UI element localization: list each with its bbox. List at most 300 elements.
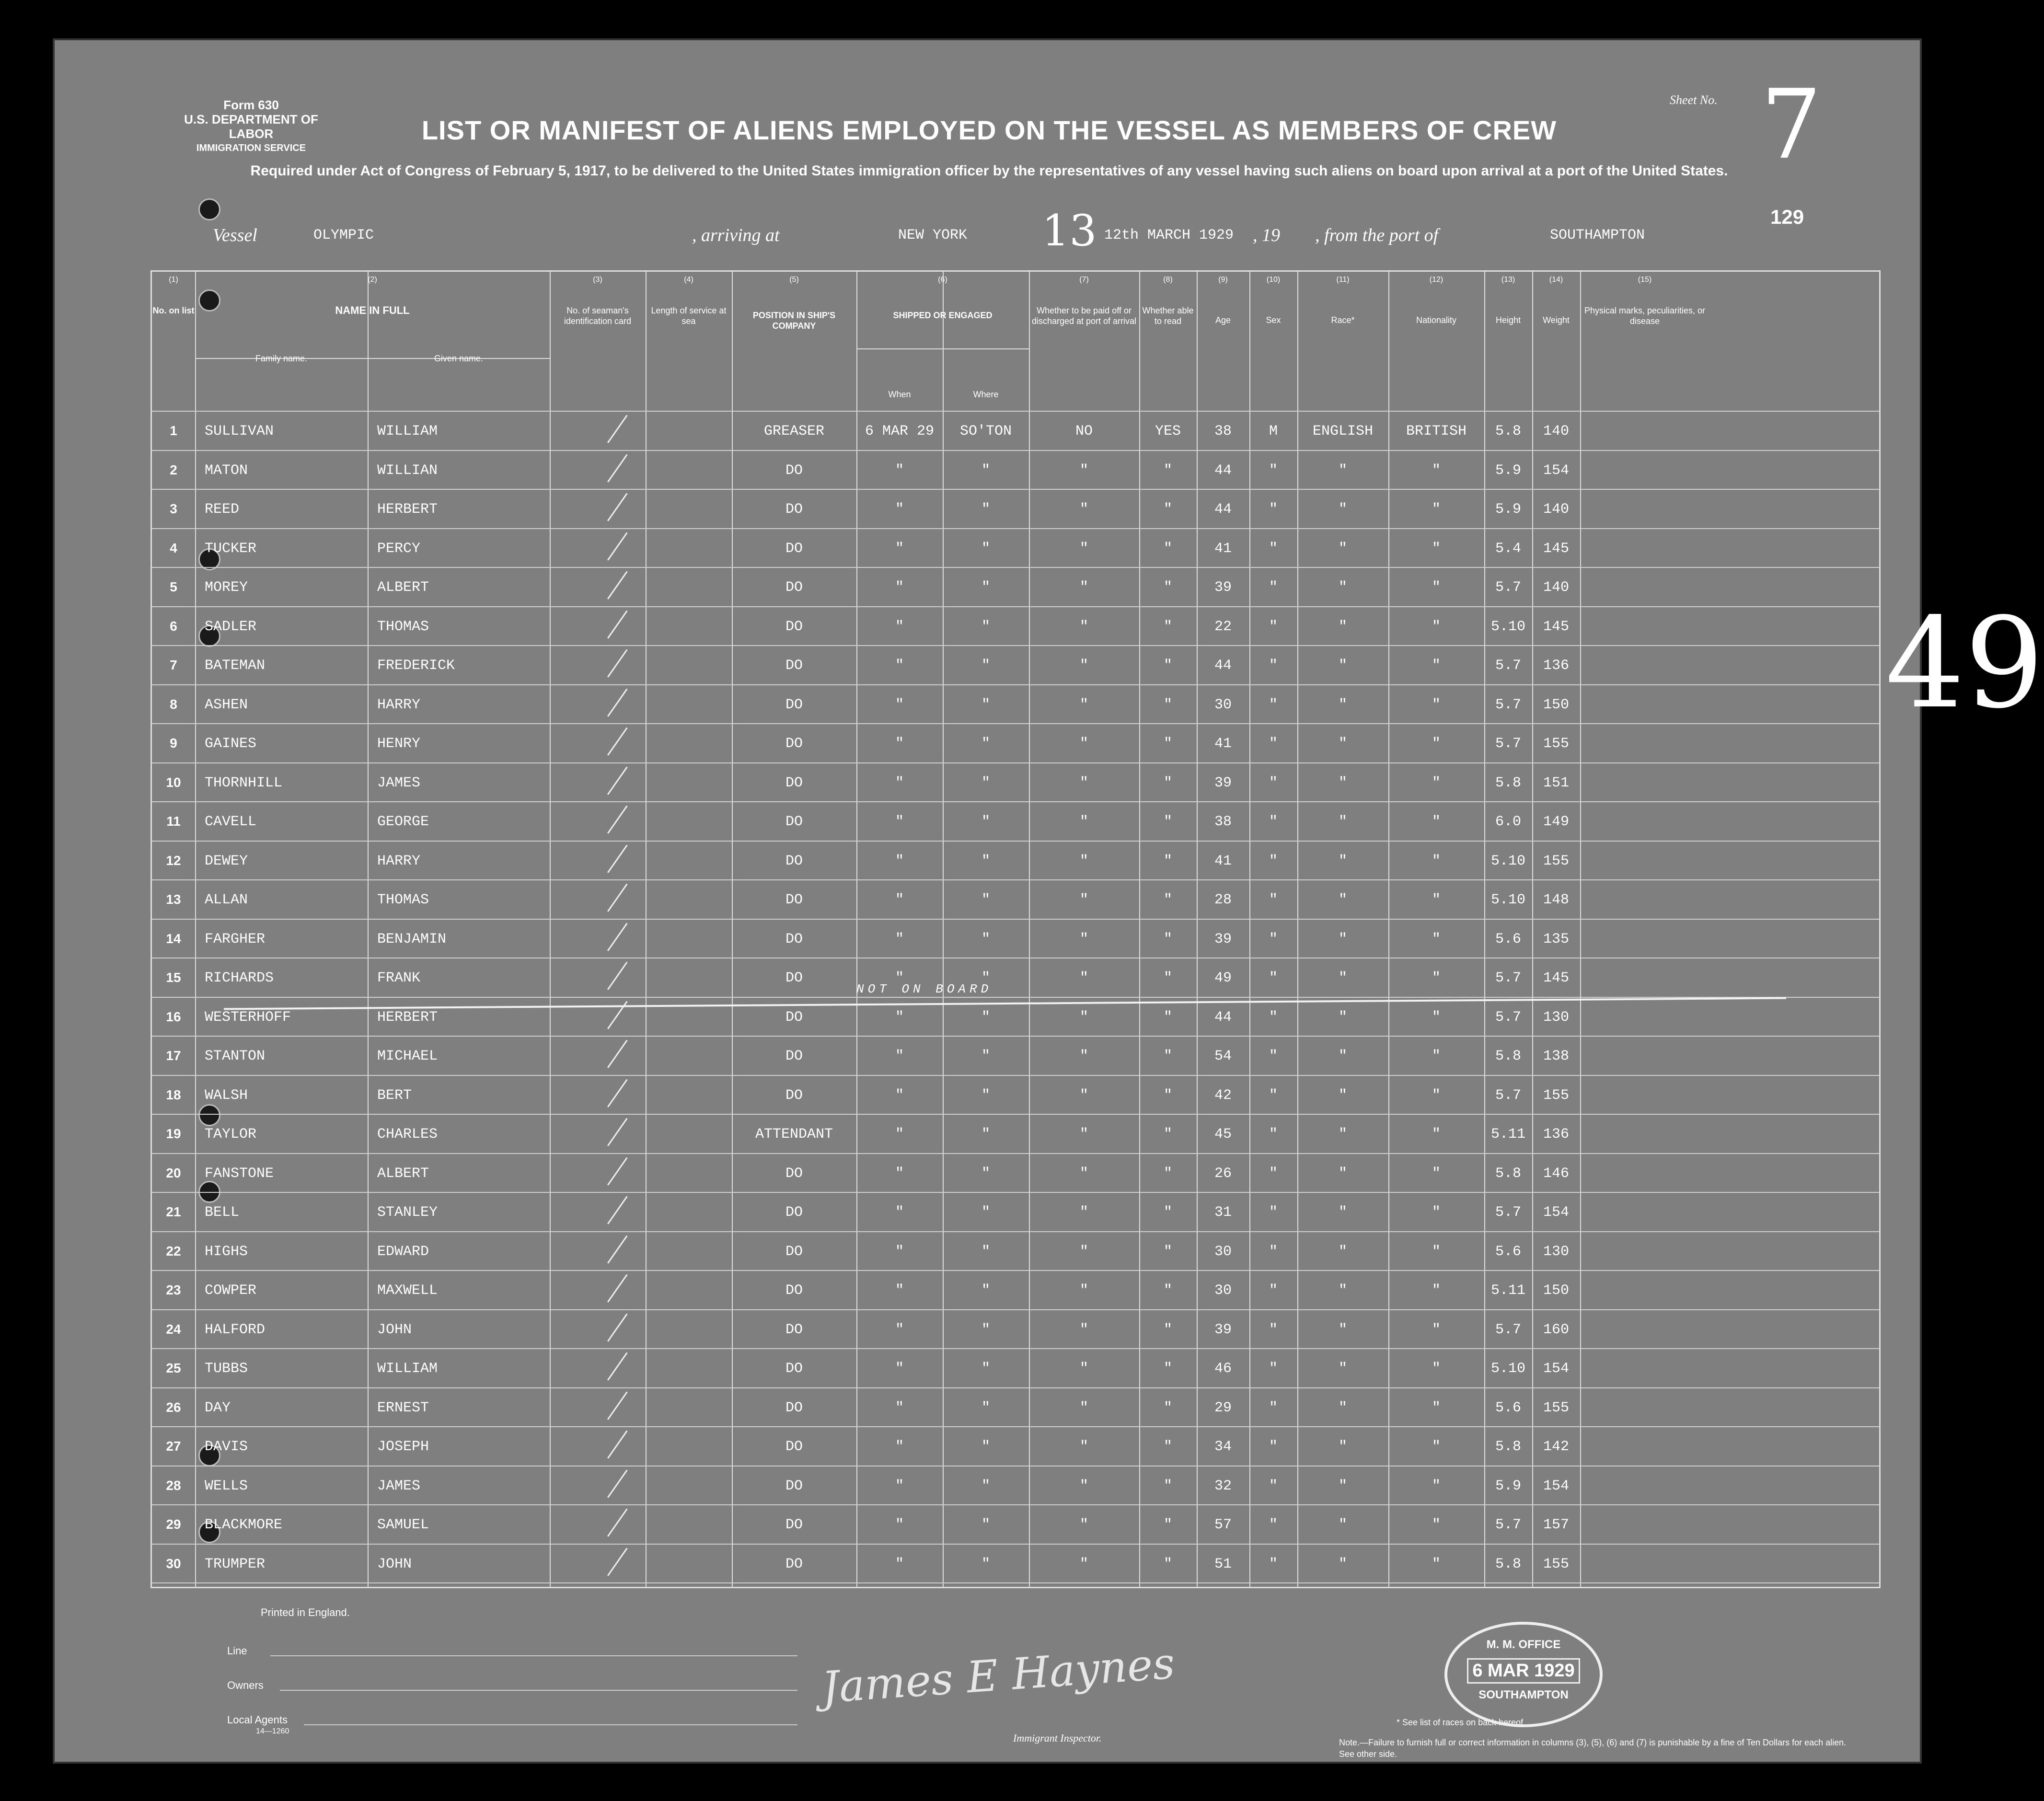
col-service-header: Length of service at sea bbox=[651, 306, 727, 326]
race-cell: " bbox=[1338, 1399, 1347, 1416]
race-cell: " bbox=[1338, 658, 1347, 674]
col-idcard-header: No. of seaman's identification card bbox=[564, 306, 632, 326]
family-name-cell: DEWEY bbox=[205, 853, 248, 869]
row-number-cell: 26 bbox=[166, 1399, 181, 1415]
shipped-where-cell: " bbox=[981, 1165, 990, 1182]
owners-field bbox=[280, 1690, 797, 1691]
check-mark bbox=[607, 649, 628, 678]
shipped-when-cell: " bbox=[895, 1439, 904, 1455]
position-cell: DO bbox=[785, 1517, 803, 1533]
age-cell: 32 bbox=[1214, 1478, 1232, 1494]
agents-label: Local Agents bbox=[227, 1714, 288, 1726]
shipped-where-cell: " bbox=[981, 501, 990, 518]
nationality-cell: " bbox=[1432, 1478, 1441, 1494]
shipped-where-cell: " bbox=[981, 1321, 990, 1338]
given-name-cell: JOSEPH bbox=[377, 1439, 429, 1455]
nationality-cell: " bbox=[1432, 1126, 1441, 1143]
shipped-when-cell: " bbox=[895, 618, 904, 635]
shipped-when-cell: " bbox=[895, 892, 904, 908]
age-cell: 39 bbox=[1214, 1321, 1232, 1338]
check-mark bbox=[607, 571, 628, 600]
given-name-cell: WILLIAM bbox=[377, 1361, 438, 1377]
nationality-cell: " bbox=[1432, 1165, 1441, 1182]
race-cell: " bbox=[1338, 618, 1347, 635]
able-to-read-cell: " bbox=[1163, 1517, 1172, 1533]
family-name-cell: TUCKER bbox=[205, 540, 257, 557]
family-name-cell: GAINES bbox=[205, 736, 257, 752]
shipped-when-cell: 6 MAR 29 bbox=[865, 423, 935, 439]
row-number-cell: 9 bbox=[170, 736, 177, 750]
shipped-where-cell: " bbox=[981, 1361, 990, 1377]
agents-code: 14—1260 bbox=[256, 1727, 289, 1735]
paid-off-cell: " bbox=[1079, 853, 1088, 869]
able-to-read-cell: " bbox=[1163, 1478, 1172, 1494]
col-family-header: Family name. bbox=[255, 354, 308, 363]
table-row bbox=[152, 1166, 1709, 1185]
shipped-when-cell: " bbox=[895, 696, 904, 713]
shipped-where-cell: " bbox=[981, 540, 990, 557]
age-cell: 51 bbox=[1214, 1556, 1232, 1572]
nationality-cell: " bbox=[1432, 1439, 1441, 1455]
shipped-when-cell: " bbox=[895, 540, 904, 557]
age-cell: 41 bbox=[1214, 736, 1232, 752]
check-mark bbox=[607, 727, 628, 756]
age-cell: 28 bbox=[1214, 892, 1232, 908]
sex-cell: " bbox=[1269, 1517, 1278, 1533]
sex-cell: " bbox=[1269, 814, 1278, 830]
race-cell: " bbox=[1338, 1282, 1347, 1299]
age-cell: 54 bbox=[1214, 1048, 1232, 1064]
nationality-cell: " bbox=[1432, 1009, 1441, 1026]
vessel-label: Vessel bbox=[213, 225, 257, 245]
able-to-read-cell: " bbox=[1163, 1126, 1172, 1143]
row-rule bbox=[152, 1426, 1879, 1427]
given-name-cell: THOMAS bbox=[377, 892, 429, 908]
weight-cell: 130 bbox=[1543, 1243, 1569, 1260]
given-name-cell: STANLEY bbox=[377, 1204, 438, 1221]
sex-cell: " bbox=[1269, 1009, 1278, 1026]
row-number-cell: 24 bbox=[166, 1321, 181, 1337]
able-to-read-cell: " bbox=[1163, 1321, 1172, 1338]
col-marks-header: Physical marks, peculiarities, or disease bbox=[1584, 306, 1706, 326]
row-rule bbox=[152, 801, 1879, 802]
row-rule bbox=[152, 1387, 1879, 1388]
table-row bbox=[152, 775, 1709, 794]
height-cell: 5.9 bbox=[1495, 462, 1521, 479]
age-cell: 38 bbox=[1214, 814, 1232, 830]
paid-off-cell: " bbox=[1079, 814, 1088, 830]
paid-off-cell: " bbox=[1079, 618, 1088, 635]
sex-cell: " bbox=[1269, 579, 1278, 596]
nationality-cell: " bbox=[1432, 892, 1441, 908]
check-mark bbox=[607, 1469, 628, 1498]
table-row bbox=[152, 462, 1709, 482]
row-rule bbox=[152, 489, 1879, 490]
column-number: (15) bbox=[1638, 276, 1652, 284]
row-rule bbox=[152, 567, 1879, 568]
height-cell: 5.11 bbox=[1490, 1126, 1525, 1143]
column-number: (13) bbox=[1501, 276, 1515, 284]
age-cell: 38 bbox=[1214, 423, 1232, 439]
age-cell: 39 bbox=[1214, 931, 1232, 947]
weight-cell: 151 bbox=[1543, 774, 1569, 791]
height-cell: 5.11 bbox=[1490, 1282, 1525, 1299]
sex-cell: " bbox=[1269, 501, 1278, 518]
family-name-cell: HIGHS bbox=[205, 1243, 248, 1260]
given-name-cell: WILLIAM bbox=[377, 423, 438, 439]
weight-cell: 136 bbox=[1543, 1126, 1569, 1143]
shipped-when-cell: " bbox=[895, 1243, 904, 1260]
race-cell: " bbox=[1338, 774, 1347, 791]
nationality-cell: " bbox=[1432, 1204, 1441, 1221]
height-cell: 5.10 bbox=[1490, 853, 1525, 869]
column-number: (5) bbox=[789, 276, 799, 284]
height-cell: 5.7 bbox=[1495, 736, 1521, 752]
given-name-cell: HERBERT bbox=[377, 1009, 438, 1026]
column-number: (2) bbox=[368, 276, 377, 284]
stamp-date: 6 MAR 1929 bbox=[1467, 1658, 1580, 1684]
row-rule bbox=[152, 606, 1879, 607]
from-label: , from the port of bbox=[1315, 225, 1439, 245]
height-cell: 5.4 bbox=[1495, 540, 1521, 557]
shipped-where-cell: " bbox=[981, 1048, 990, 1064]
departure-port: SOUTHAMPTON bbox=[1550, 227, 1645, 243]
nationality-cell: " bbox=[1432, 1321, 1441, 1338]
paid-off-cell: NO bbox=[1075, 423, 1093, 439]
row-rule bbox=[152, 723, 1879, 724]
sex-cell: " bbox=[1269, 1087, 1278, 1104]
shipped-where-cell: " bbox=[981, 1517, 990, 1533]
col-paid-header: Whether to be paid off or discharged at port of arrival bbox=[1031, 306, 1137, 326]
shipped-where-cell: " bbox=[981, 970, 990, 986]
race-cell: " bbox=[1338, 892, 1347, 908]
given-name-cell: MICHAEL bbox=[377, 1048, 438, 1064]
able-to-read-cell: " bbox=[1163, 1556, 1172, 1572]
family-name-cell: MATON bbox=[205, 462, 248, 479]
shipped-where-cell: " bbox=[981, 1282, 990, 1299]
given-name-cell: ALBERT bbox=[377, 579, 429, 596]
family-name-cell: THORNHILL bbox=[205, 774, 283, 791]
height-cell: 5.7 bbox=[1495, 1009, 1521, 1026]
row-rule bbox=[152, 528, 1879, 529]
given-name-cell: FREDERICK bbox=[377, 658, 455, 674]
family-name-cell: TAYLOR bbox=[205, 1126, 257, 1143]
check-mark bbox=[607, 962, 628, 990]
able-to-read-cell: " bbox=[1163, 853, 1172, 869]
height-cell: 5.8 bbox=[1495, 774, 1521, 791]
shipped-where-cell: " bbox=[981, 1204, 990, 1221]
weight-cell: 140 bbox=[1543, 423, 1569, 439]
shipped-when-cell: " bbox=[895, 1165, 904, 1182]
given-name-cell: JOHN bbox=[377, 1321, 412, 1338]
check-mark bbox=[607, 1313, 628, 1341]
shipped-when-cell: " bbox=[895, 1361, 904, 1377]
position-cell: DO bbox=[785, 462, 803, 479]
given-name-cell: SAMUEL bbox=[377, 1517, 429, 1533]
check-mark bbox=[607, 1079, 628, 1107]
weight-cell: 160 bbox=[1543, 1321, 1569, 1338]
race-cell: ENGLISH bbox=[1312, 423, 1374, 439]
age-cell: 44 bbox=[1214, 462, 1232, 479]
age-cell: 34 bbox=[1214, 1439, 1232, 1455]
table-row bbox=[152, 501, 1709, 520]
shipped-where-cell: " bbox=[981, 696, 990, 713]
age-cell: 42 bbox=[1214, 1087, 1232, 1104]
position-cell: DO bbox=[785, 1399, 803, 1416]
paid-off-cell: " bbox=[1079, 1321, 1088, 1338]
check-mark bbox=[607, 415, 628, 443]
stamp-top: M. M. OFFICE bbox=[1486, 1638, 1561, 1651]
able-to-read-cell: " bbox=[1163, 501, 1172, 518]
age-cell: 41 bbox=[1214, 540, 1232, 557]
given-name-cell: HERBERT bbox=[377, 501, 438, 518]
able-to-read-cell: " bbox=[1163, 696, 1172, 713]
check-mark bbox=[607, 1235, 628, 1263]
table-row bbox=[152, 1478, 1709, 1497]
age-cell: 39 bbox=[1214, 579, 1232, 596]
weight-cell: 142 bbox=[1543, 1439, 1569, 1455]
race-cell: " bbox=[1338, 1126, 1347, 1143]
table-row bbox=[152, 1048, 1709, 1067]
position-cell: DO bbox=[785, 1556, 803, 1572]
check-mark bbox=[607, 493, 628, 521]
nationality-cell: " bbox=[1432, 1361, 1441, 1377]
check-mark bbox=[607, 1352, 628, 1381]
age-cell: 44 bbox=[1214, 1009, 1232, 1026]
race-cell: " bbox=[1338, 1087, 1347, 1104]
row-number-cell: 17 bbox=[166, 1048, 181, 1063]
col-race-header: Race* bbox=[1331, 315, 1355, 325]
family-name-cell: DAY bbox=[205, 1399, 231, 1416]
check-mark bbox=[607, 1118, 628, 1146]
row-number-cell: 12 bbox=[166, 853, 181, 868]
column-number: (7) bbox=[1079, 276, 1089, 284]
sex-cell: " bbox=[1269, 658, 1278, 674]
row-rule bbox=[152, 1309, 1879, 1310]
shipped-when-cell: " bbox=[895, 501, 904, 518]
race-cell: " bbox=[1338, 1009, 1347, 1026]
row-rule bbox=[152, 1504, 1879, 1505]
sex-cell: M bbox=[1269, 423, 1278, 439]
handwritten-date: 13 bbox=[1042, 206, 1097, 256]
row-rule bbox=[152, 1348, 1879, 1349]
nationality-cell: " bbox=[1432, 853, 1441, 869]
row-rule bbox=[152, 1036, 1879, 1037]
age-cell: 57 bbox=[1214, 1517, 1232, 1533]
height-cell: 5.8 bbox=[1495, 1556, 1521, 1572]
shipped-where-cell: " bbox=[981, 1399, 990, 1416]
sex-cell: " bbox=[1269, 696, 1278, 713]
table-row bbox=[152, 1244, 1709, 1263]
row-number-cell: 27 bbox=[166, 1439, 181, 1454]
paid-off-cell: " bbox=[1079, 462, 1088, 479]
sex-cell: " bbox=[1269, 540, 1278, 557]
margin-number: 49 bbox=[1885, 591, 2044, 736]
check-mark bbox=[607, 454, 628, 482]
weight-cell: 135 bbox=[1543, 931, 1569, 947]
height-cell: 5.7 bbox=[1495, 1517, 1521, 1533]
position-cell: DO bbox=[785, 853, 803, 869]
col-height-header: Height bbox=[1495, 315, 1521, 325]
family-name-cell: SADLER bbox=[205, 618, 257, 635]
given-name-cell: GEORGE bbox=[377, 814, 429, 830]
row-rule bbox=[152, 879, 1879, 880]
check-mark bbox=[607, 1391, 628, 1420]
height-cell: 5.7 bbox=[1495, 658, 1521, 674]
column-number: (3) bbox=[593, 276, 602, 284]
position-cell: DO bbox=[785, 1439, 803, 1455]
nationality-cell: " bbox=[1432, 1282, 1441, 1299]
age-cell: 44 bbox=[1214, 501, 1232, 518]
check-mark bbox=[607, 884, 628, 912]
age-cell: 22 bbox=[1214, 618, 1232, 635]
nationality-cell: " bbox=[1432, 618, 1441, 635]
nationality-cell: " bbox=[1432, 1048, 1441, 1064]
table-row bbox=[152, 1204, 1709, 1224]
family-name-cell: REED bbox=[205, 501, 240, 518]
paid-off-cell: " bbox=[1079, 931, 1088, 947]
row-rule bbox=[152, 1192, 1879, 1193]
race-note: * See list of races on back hereof. bbox=[1397, 1718, 1526, 1727]
nationality-cell: " bbox=[1432, 462, 1441, 479]
weight-cell: 150 bbox=[1543, 1282, 1569, 1299]
nationality-cell: " bbox=[1432, 579, 1441, 596]
able-to-read-cell: " bbox=[1163, 1282, 1172, 1299]
family-name-cell: TUBBS bbox=[205, 1361, 248, 1377]
row-number-cell: 8 bbox=[170, 696, 177, 712]
able-to-read-cell: " bbox=[1163, 579, 1172, 596]
row-rule bbox=[152, 1544, 1879, 1545]
able-to-read-cell: " bbox=[1163, 1439, 1172, 1455]
age-cell: 31 bbox=[1214, 1204, 1232, 1221]
col-weight-header: Weight bbox=[1543, 315, 1570, 325]
col-where-header: Where bbox=[973, 390, 999, 399]
age-cell: 30 bbox=[1214, 1243, 1232, 1260]
table-row bbox=[152, 1400, 1709, 1419]
paid-off-cell: " bbox=[1079, 892, 1088, 908]
owners-label: Owners bbox=[227, 1679, 264, 1691]
weight-cell: 145 bbox=[1543, 970, 1569, 986]
paid-off-cell: " bbox=[1079, 1126, 1088, 1143]
height-cell: 5.9 bbox=[1495, 501, 1521, 518]
shipped-when-cell: " bbox=[895, 853, 904, 869]
table-row bbox=[152, 931, 1709, 950]
shipped-where-cell: " bbox=[981, 1126, 990, 1143]
shipped-when-cell: " bbox=[895, 814, 904, 830]
column-number: (9) bbox=[1218, 276, 1228, 284]
weight-cell: 138 bbox=[1543, 1048, 1569, 1064]
row-number-cell: 5 bbox=[170, 579, 177, 594]
shipped-when-cell: " bbox=[895, 736, 904, 752]
nationality-cell: " bbox=[1432, 1556, 1441, 1572]
sex-cell: " bbox=[1269, 1399, 1278, 1416]
table-row bbox=[152, 1361, 1709, 1380]
row-number-cell: 20 bbox=[166, 1165, 181, 1180]
family-name-cell: CAVELL bbox=[205, 814, 257, 830]
shipped-where-cell: " bbox=[981, 462, 990, 479]
paid-off-cell: " bbox=[1079, 1478, 1088, 1494]
row-rule bbox=[152, 1231, 1879, 1232]
sex-cell: " bbox=[1269, 1556, 1278, 1572]
position-cell: DO bbox=[785, 1204, 803, 1221]
weight-cell: 157 bbox=[1543, 1517, 1569, 1533]
able-to-read-cell: " bbox=[1163, 814, 1172, 830]
race-cell: " bbox=[1338, 1321, 1347, 1338]
table-row bbox=[152, 1517, 1709, 1536]
sex-cell: " bbox=[1269, 1048, 1278, 1064]
penalty-note: Note.—Failure to furnish full or correct information in columns (3), (5), (6) and (7) is punishable by a fine of Ten Dollars for each alien. See other side. bbox=[1339, 1738, 1847, 1759]
able-to-read-cell: " bbox=[1163, 970, 1172, 986]
race-cell: " bbox=[1338, 1517, 1347, 1533]
nationality-cell: " bbox=[1432, 1243, 1441, 1260]
sex-cell: " bbox=[1269, 774, 1278, 791]
inspector-signature: James E Haynes bbox=[820, 1638, 1177, 1713]
row-number-cell: 22 bbox=[166, 1243, 181, 1258]
paid-off-cell: " bbox=[1079, 1204, 1088, 1221]
height-cell: 5.10 bbox=[1490, 1361, 1525, 1377]
paid-off-cell: " bbox=[1079, 1517, 1088, 1533]
check-mark bbox=[607, 766, 628, 795]
row-rule bbox=[152, 1270, 1879, 1271]
weight-cell: 155 bbox=[1543, 1087, 1569, 1104]
check-mark bbox=[607, 806, 628, 834]
able-to-read-cell: " bbox=[1163, 1243, 1172, 1260]
age-cell: 45 bbox=[1214, 1126, 1232, 1143]
family-name-cell: FANSTONE bbox=[205, 1165, 274, 1182]
row-number-cell: 28 bbox=[166, 1478, 181, 1493]
row-number-cell: 6 bbox=[170, 618, 177, 634]
able-to-read-cell: " bbox=[1163, 658, 1172, 674]
check-mark bbox=[607, 1157, 628, 1185]
col-no-header: No. on list bbox=[152, 306, 195, 315]
height-cell: 5.7 bbox=[1495, 696, 1521, 713]
shipped-where-cell: " bbox=[981, 618, 990, 635]
table-row bbox=[152, 1282, 1709, 1302]
position-cell: DO bbox=[785, 1321, 803, 1338]
family-name-cell: WALSH bbox=[205, 1087, 248, 1104]
position-cell: DO bbox=[785, 736, 803, 752]
weight-cell: 140 bbox=[1543, 579, 1569, 596]
height-cell: 6.0 bbox=[1495, 814, 1521, 830]
family-name-cell: RICHARDS bbox=[205, 970, 274, 986]
shipped-when-cell: " bbox=[895, 774, 904, 791]
paid-off-cell: " bbox=[1079, 1282, 1088, 1299]
col-given-header: Given name. bbox=[434, 354, 484, 363]
shipped-when-cell: " bbox=[895, 1399, 904, 1416]
height-cell: 5.10 bbox=[1490, 892, 1525, 908]
paid-off-cell: " bbox=[1079, 501, 1088, 518]
shipped-when-cell: " bbox=[895, 1321, 904, 1338]
race-cell: " bbox=[1338, 462, 1347, 479]
nationality-cell: " bbox=[1432, 736, 1441, 752]
given-name-cell: EDWARD bbox=[377, 1243, 429, 1260]
paid-off-cell: " bbox=[1079, 1399, 1088, 1416]
service: IMMIGRATION SERVICE bbox=[196, 143, 306, 153]
sex-cell: " bbox=[1269, 1243, 1278, 1260]
position-cell: DO bbox=[785, 1282, 803, 1299]
page-title: LIST OR MANIFEST OF ALIENS EMPLOYED ON THE VESSEL AS MEMBERS OF CREW bbox=[421, 115, 1557, 145]
sex-cell: " bbox=[1269, 1126, 1278, 1143]
weight-cell: 154 bbox=[1543, 462, 1569, 479]
weight-cell: 145 bbox=[1543, 540, 1569, 557]
height-cell: 5.7 bbox=[1495, 1087, 1521, 1104]
row-number-cell: 10 bbox=[166, 774, 181, 790]
col-name-header: NAME IN FULL bbox=[335, 304, 410, 316]
sex-cell: " bbox=[1269, 1478, 1278, 1494]
line-label: Line bbox=[227, 1645, 247, 1657]
nationality-cell: " bbox=[1432, 1087, 1441, 1104]
family-name-cell: BATEMAN bbox=[205, 658, 266, 674]
